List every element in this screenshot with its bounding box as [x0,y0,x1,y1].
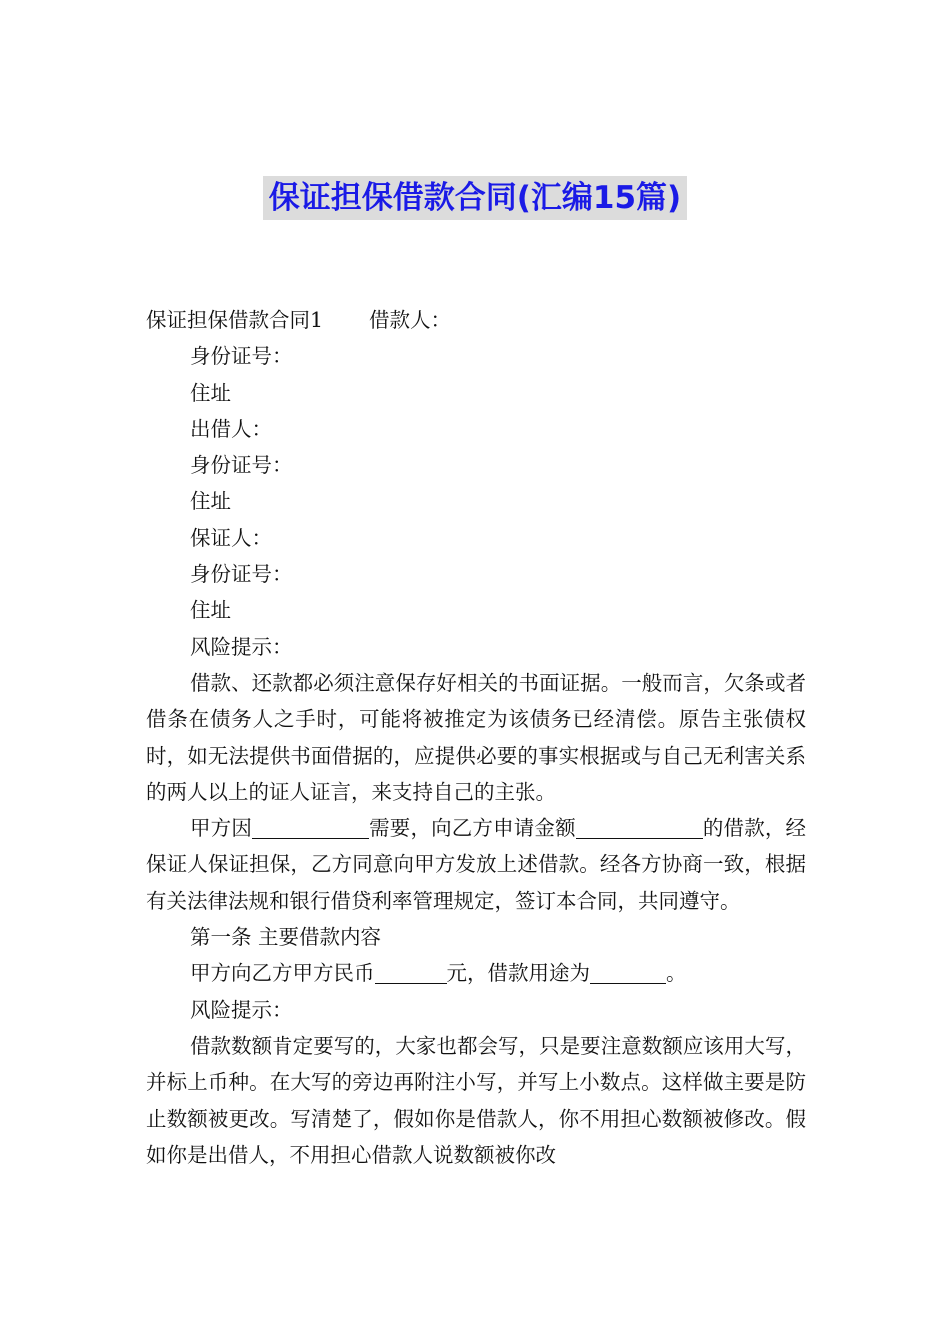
borrower-address-label: 住址 [190,380,231,405]
document-body [146,302,806,1173]
borrower-label: 借款人： [369,308,452,332]
article-1-text-1: 甲方向乙方甲方民币 [190,961,375,986]
risk-tip-1-paragraph: 借款、还款都必须注意保存好相关的书面证据。一般而言，欠条或者借条在债务人之手时，可能将被推定为该债务已经清偿。原告主张债权时，如无法提供书面借据的，应提供必要的事实根据或与自己无利害关系的两人以上的证人证言，来支持自己的主张。 [146,670,806,804]
amount-blank [576,812,703,839]
intro-text-3: 的借款，经保证人保证担保，乙方同意向甲方发放上述借款。经各方协商一致，根据有关法律法规和银行借贷利率管理规定，签订本合同，共同遵守。 [146,816,807,913]
risk-tip-1-label: 风险提示： [190,634,293,659]
lender-id-label: 身份证号： [190,453,293,478]
loan-use-blank [590,957,666,984]
intro-text-1: 甲方因 [190,816,252,841]
risk-tip-2-label: 风险提示： [190,997,293,1022]
lender-address-label: 住址 [190,489,231,514]
intro-paragraph [146,810,806,919]
borrower-id-label: 身份证号： [190,344,293,369]
document-title: 保证担保借款合同(汇编15篇) [263,176,687,220]
guarantor-address-label: 住址 [190,598,231,623]
title-container [0,176,950,220]
article-1-text-3: 。 [666,961,687,986]
section-heading: 保证担保借款合同1 [146,308,324,332]
purpose-blank [252,812,369,839]
article-1-heading: 第一条 主要借款内容 [190,925,382,950]
rmb-amount-blank [375,957,447,984]
guarantor-id-label: 身份证号： [190,562,293,587]
risk-tip-2-paragraph: 借款数额肯定要写的，大家也都会写，只是要注意数额应该用大写，并标上币种。在大写的旁边再附注小写，并写上小数点。这样做主要是防止数额被更改。写清楚了，假如你是借款人，你不用担心数额被修改。假如你是出借人，不用担心借款人说数额被你改 [146,1033,806,1167]
article-1-line [146,955,806,991]
article-1-text-2: 元，借款用途为 [446,961,590,986]
lender-label: 出借人： [190,416,272,441]
section-heading-line [146,302,806,338]
intro-text-2: 需要，向乙方申请金额 [368,816,576,841]
guarantor-label: 保证人： [190,525,272,550]
